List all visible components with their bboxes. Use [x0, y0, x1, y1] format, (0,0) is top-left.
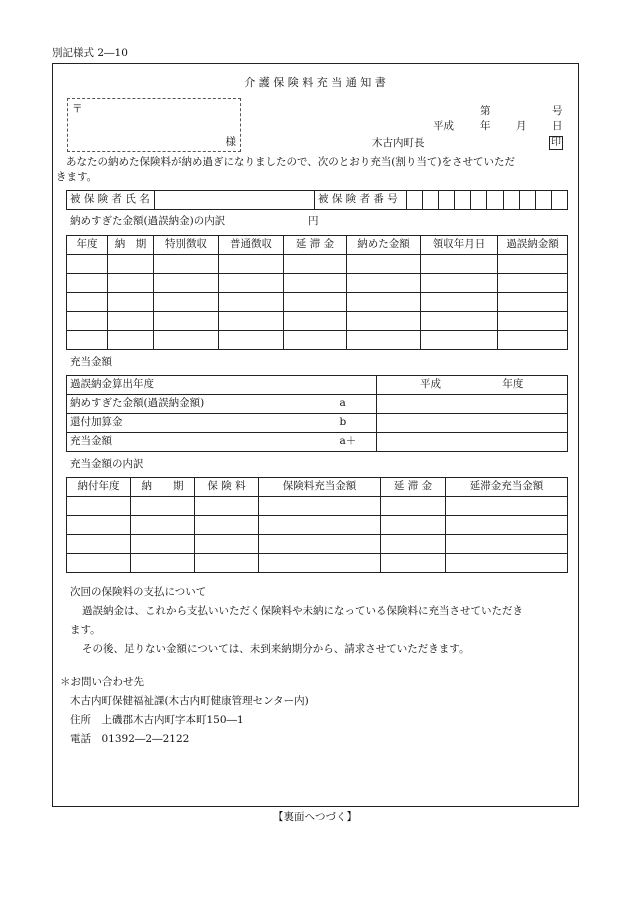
date-era: 平成: [433, 120, 454, 132]
table-row: [67, 497, 568, 516]
table-row: [67, 414, 568, 433]
appropriation-mark: b: [337, 414, 377, 433]
table-row: [67, 331, 568, 350]
insured-number-digit: [487, 191, 503, 210]
breakdown-heading: 充当金額の内訳: [70, 458, 144, 470]
contact-phone: 電話 01392―2―2122: [70, 733, 190, 745]
breakdown-header: 納 期: [131, 478, 195, 497]
doc-no-go: 号: [552, 105, 563, 117]
insured-number-digit: [503, 191, 519, 210]
date-month: 月: [516, 120, 527, 132]
overpaid-header: 過誤納金額: [498, 236, 568, 255]
date-year: 年: [480, 120, 491, 132]
appropriation-era: 平成: [420, 378, 441, 391]
seal-mark: 印: [551, 137, 561, 148]
contact-heading: ＊お問い合わせ先: [60, 676, 144, 688]
insured-number-digit: [535, 191, 551, 210]
continue-footer: 【裏面へつづく】: [273, 811, 357, 823]
breakdown-table: [66, 477, 568, 573]
appropriation-label: 過誤納金算出年度: [67, 376, 377, 395]
breakdown-header: 保険料充当金額: [259, 478, 381, 497]
table-row: [67, 255, 568, 274]
insured-name-label: 被 保 険 者 氏 名: [67, 191, 155, 210]
date-day: 日: [552, 120, 563, 132]
appropriation-heading: 充当金額: [70, 356, 112, 368]
contact-office: 木古内町保健福祉課(木古内町健康管理センター内): [70, 695, 309, 707]
insured-number-digit: [423, 191, 439, 210]
overpaid-header: 延 滞 金: [284, 236, 347, 255]
overpaid-unit: 円: [308, 215, 319, 227]
intro-line-2: きます。: [56, 171, 98, 183]
table-row: [67, 395, 568, 414]
overpaid-header: 特別徴収: [154, 236, 219, 255]
overpaid-heading: 納めすぎた金額(過誤納金)の内訳: [70, 215, 226, 227]
insured-number-label: 被 保 険 者 番 号: [315, 191, 407, 210]
next-payment-p1-line1: 過誤納金は、これから支払いいただく保険料や未納になっている保険料に充当させていただき: [82, 605, 523, 617]
table-row: [67, 535, 568, 554]
doc-no-dai: 第: [480, 105, 491, 117]
contact-address: 住所 上磯郡木古内町字本町150―1: [70, 714, 244, 726]
insured-number-digit: [455, 191, 471, 210]
table-row: [67, 433, 568, 452]
next-payment-heading: 次回の保険料の支払について: [70, 586, 207, 598]
intro-line-1: あなたの納めた保険料が納め過ぎになりましたので、次のとおり充当(割り当て)をさせていただ: [66, 156, 515, 168]
next-payment-p1-line2: ます。: [70, 624, 101, 636]
overpaid-header: 普通徴収: [219, 236, 284, 255]
breakdown-header: 延 滞 金: [381, 478, 446, 497]
insured-number-digit: [471, 191, 487, 210]
breakdown-header: 保 険 料: [195, 478, 259, 497]
appropriation-label: 還付加算金: [67, 414, 337, 433]
appropriation-label: 充当金額: [67, 433, 337, 452]
appropriation-mark: a＋: [337, 433, 377, 452]
appropriation-mark: a: [337, 395, 377, 414]
document-title: 介 護 保 険 料 充 当 通 知 書: [244, 76, 386, 89]
insured-number-digit: [519, 191, 535, 210]
appropriation-table: [66, 375, 568, 452]
address-box: [67, 98, 241, 152]
honorific: 様: [225, 136, 236, 148]
overpaid-header: 納 期: [108, 236, 154, 255]
insured-name-cell: [155, 191, 315, 210]
overpaid-table: [66, 235, 568, 350]
table-row: [67, 274, 568, 293]
table-row: [67, 376, 568, 395]
insured-table: [66, 190, 568, 210]
table-row: [67, 554, 568, 573]
insured-number-digit: [439, 191, 455, 210]
appropriation-year-cell: [377, 376, 568, 395]
appropriation-label: 納めすぎた金額(過誤納金額): [67, 395, 337, 414]
form-code: 別記様式 2―10: [52, 47, 128, 59]
insured-number-digit: [551, 191, 567, 210]
breakdown-header: 納付年度: [67, 478, 131, 497]
overpaid-header: 領収年月日: [421, 236, 498, 255]
appropriation-year-unit: 年度: [502, 378, 524, 391]
issuer: 木古内町長: [372, 137, 425, 149]
postal-mark: 〒: [72, 103, 83, 115]
overpaid-header: 納めた金額: [347, 236, 421, 255]
table-row: [67, 312, 568, 331]
next-payment-p2: その後、足りない金額については、未到来納期分から、請求させていただきます。: [82, 643, 470, 655]
table-row: [67, 293, 568, 312]
insured-number-digit: [407, 191, 423, 210]
overpaid-header: 年度: [67, 236, 108, 255]
breakdown-header: 延滞金充当金額: [446, 478, 568, 497]
table-row: [67, 516, 568, 535]
